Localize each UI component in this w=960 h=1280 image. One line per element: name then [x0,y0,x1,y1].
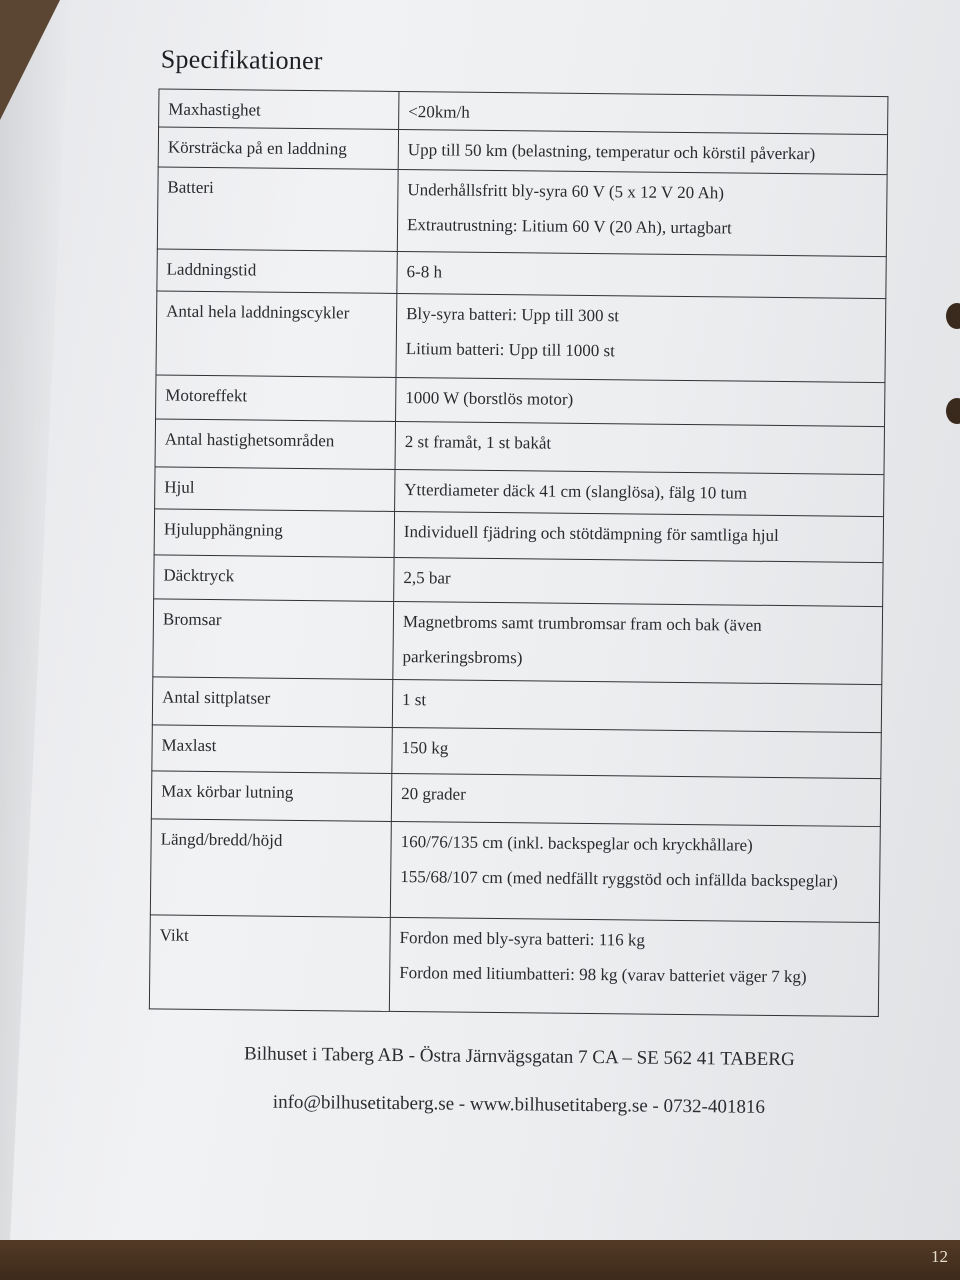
spec-row [153,599,883,685]
spec-label: Hjul [155,467,395,512]
spec-label: Längd/bredd/höjd [150,819,391,918]
footer-contact: info@bilhusetitaberg.se - www.bilhusetitaberg.se - 0732-401816 [272,1091,765,1118]
spec-value: Magnetbroms samt trumbromsar fram och bak (även [402,612,762,635]
spec-label: Batteri [157,167,398,252]
spec-value-secondary: parkeringsbroms) [402,647,523,668]
spec-row [156,375,885,427]
spec-value-cell [390,821,880,922]
spec-value: Fordon med bly-syra batteri: 116 kg [399,928,646,950]
spec-label: Maxlast [152,725,392,774]
spec-row [150,819,880,923]
spec-label: Maxhastighet [159,89,399,130]
spec-value: 1000 W (borstlös motor) [405,388,574,409]
spec-value: Individuell fjädring och stötdämpning för samtliga hjul [403,522,779,545]
spec-label: Hjulupphängning [154,509,394,558]
spec-label: Däcktryck [154,555,394,602]
spec-value: 150 kg [401,738,449,758]
spec-label: Körsträcka på en laddning [158,127,398,170]
spec-value-secondary: 155/68/107 cm (med nedfällt ryggstöd och infällda backspeglar) [400,867,838,891]
page-number: 12 [931,1247,948,1266]
spec-row [152,725,881,779]
spec-value: Ytterdiameter däck 41 cm (slanglösa), fälg 10 tum [404,480,748,503]
spec-table [149,88,889,1017]
spec-label: Antal hastighetsområden [155,419,395,470]
spec-row [152,677,881,733]
spec-label: Laddningstid [157,249,397,294]
spec-value-cell [398,129,887,174]
spec-value-cell [395,469,884,516]
spec-row [156,291,886,383]
spec-row [151,771,880,827]
spec-value-cell [397,169,887,256]
spec-value-secondary: Extrautrustning: Litium 60 V (20 Ah), urtagbart [406,215,732,238]
spec-label: Antal hela laddningscykler [156,291,397,378]
spec-label: Max körbar lutning [151,771,391,822]
spec-row [157,167,887,257]
spec-value: <20km/h [408,102,470,122]
page-title: Specifikationer [160,44,323,76]
spec-value-cell [395,421,884,474]
spec-value-cell [392,727,881,778]
spec-value-cell [396,377,885,426]
spec-value-cell [394,511,883,562]
spec-value-cell [399,91,888,134]
spec-label: Bromsar [153,599,394,680]
spec-value: Underhållsfritt bly-syra 60 V (5 x 12 V 20 Ah) [407,180,725,203]
spec-value: 2 st framåt, 1 st bakåt [404,432,552,453]
spec-value: 20 grader [401,784,466,804]
spec-value: 6-8 h [406,262,443,282]
spec-label: Vikt [149,915,390,1012]
spec-value-secondary: Litium batteri: Upp till 1000 st [405,339,616,361]
spec-label: Antal sittplatser [152,677,392,728]
spec-value-cell [396,293,886,382]
spec-row [154,555,883,607]
spec-value: 1 st [402,690,427,710]
spec-label: Motoreffekt [156,375,396,422]
spec-row [154,509,883,563]
footer-address: Bilhuset i Taberg AB - Östra Järnvägsgatan 7 CA – SE 562 41 TABERG [243,1043,795,1071]
spec-value: 160/76/135 cm (inkl. backspeglar och kryckhållare) [400,832,753,855]
specification-document [103,40,944,1149]
spec-value: Bly-syra batteri: Upp till 300 st [406,304,620,326]
spec-value-cell [394,557,883,606]
spec-value: Upp till 50 km (belastning, temperatur och körstil påverkar) [407,140,816,164]
spec-value-cell [389,917,879,1016]
spec-row [155,419,884,475]
spec-table-body [149,89,888,1017]
spec-value-cell [393,601,883,684]
spec-value: 2,5 bar [403,568,451,588]
spec-value-cell [392,679,881,732]
spec-value-cell [391,773,880,826]
spec-row [149,915,879,1017]
spec-value-cell [397,251,886,298]
spec-value-secondary: Fordon med litiumbatteri: 98 kg (varav batteriet väger 7 kg) [399,963,807,987]
